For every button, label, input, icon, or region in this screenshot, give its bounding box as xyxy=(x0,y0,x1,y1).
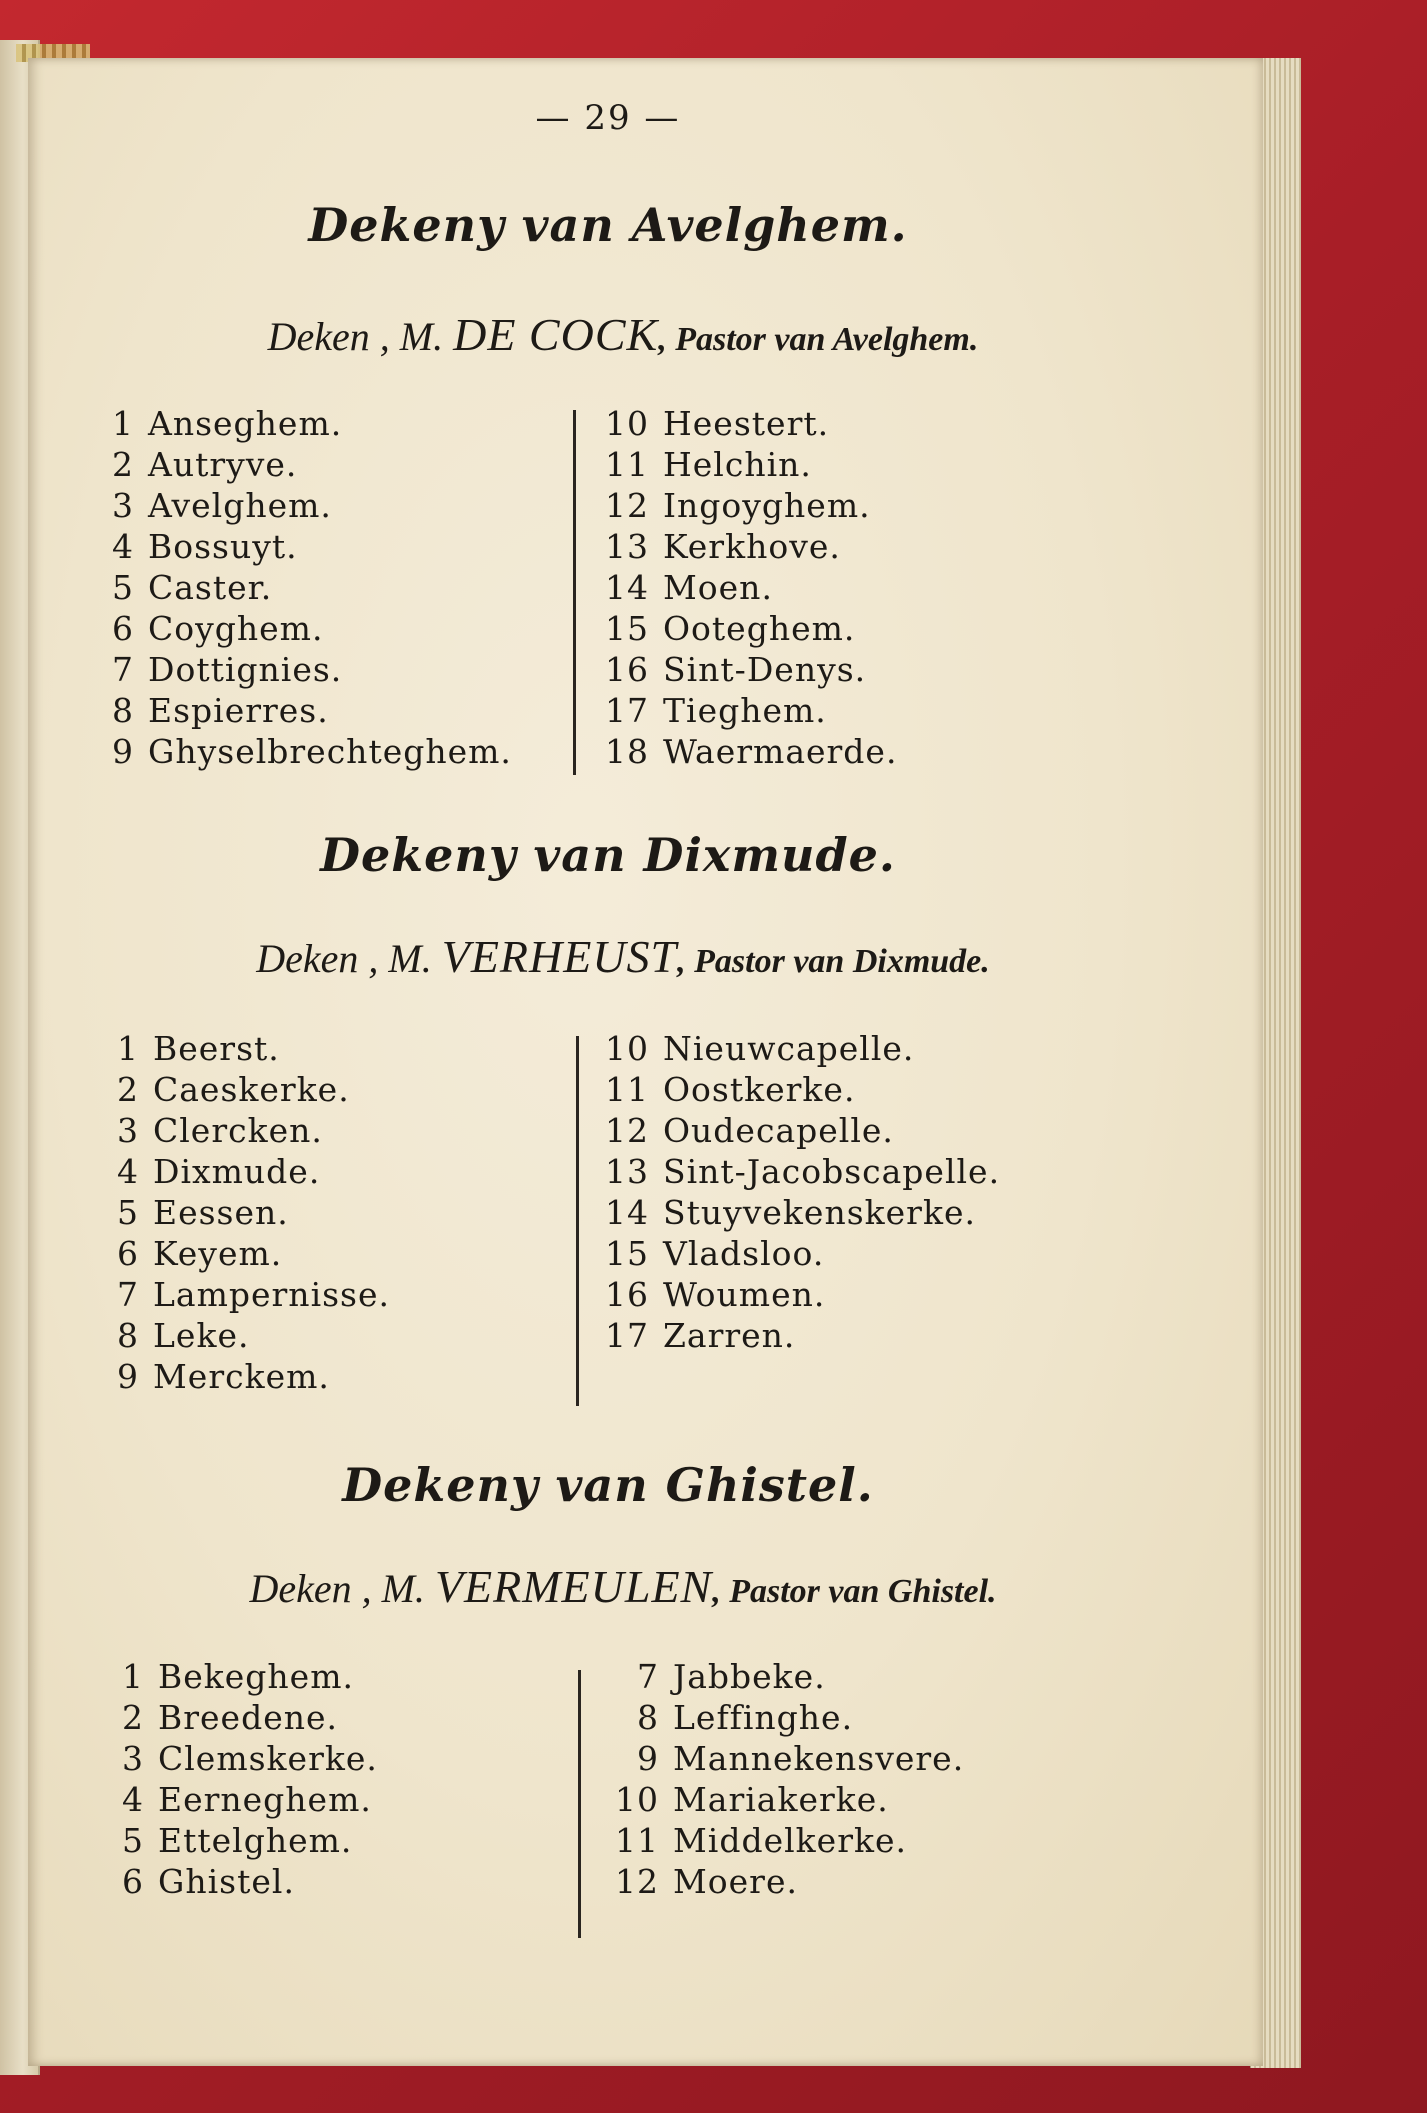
parish-name: Breedene. xyxy=(158,1698,339,1737)
parish-number: 12 xyxy=(605,486,649,525)
parish-item xyxy=(603,1069,1000,1110)
parish-item xyxy=(603,1192,1000,1233)
parish-item xyxy=(603,1315,1000,1356)
parish-name: Anseghem. xyxy=(148,404,343,443)
parish-number: 11 xyxy=(615,1821,659,1860)
column-divider xyxy=(576,1036,579,1406)
parish-name: Moen. xyxy=(663,568,773,607)
parish-name: Autryve. xyxy=(148,445,298,484)
parish-item xyxy=(603,1151,1000,1192)
parish-name: Ettelghem. xyxy=(158,1821,353,1860)
parish-name: Keyem. xyxy=(153,1234,283,1273)
parish-item xyxy=(603,485,897,526)
parish-name: Oostkerke. xyxy=(663,1070,856,1109)
parish-number: 9 xyxy=(117,1357,139,1396)
parish-name: Beerst. xyxy=(153,1029,280,1068)
deken-line-dixmude xyxy=(28,930,1218,983)
parish-name: Mannekensvere. xyxy=(673,1739,965,1778)
parish-item xyxy=(113,1110,390,1151)
parish-name: Moere. xyxy=(673,1862,798,1901)
parish-item xyxy=(113,1192,390,1233)
parish-number: 2 xyxy=(112,445,134,484)
parish-name: Helchin. xyxy=(663,445,812,484)
parish-number: 4 xyxy=(112,527,134,566)
deken-suffix: , Pastor van Dixmude. xyxy=(677,943,990,980)
parish-name: Caeskerke. xyxy=(153,1070,350,1109)
parish-item xyxy=(113,1315,390,1356)
parish-name: Waermaerde. xyxy=(663,732,898,771)
parish-name: Dixmude. xyxy=(153,1152,321,1191)
parish-number: 10 xyxy=(605,404,649,443)
parish-name: Nieuwcapelle. xyxy=(663,1029,915,1068)
parish-number: 15 xyxy=(605,609,649,648)
parish-number: 8 xyxy=(637,1698,659,1737)
parish-number: 5 xyxy=(122,1821,144,1860)
parish-item xyxy=(113,1028,390,1069)
book-page xyxy=(28,58,1263,2066)
parish-number: 6 xyxy=(112,609,134,648)
parish-item xyxy=(108,485,512,526)
parish-item xyxy=(118,1656,378,1697)
parish-item xyxy=(118,1861,378,1902)
parish-number: 4 xyxy=(122,1780,144,1819)
parish-number: 16 xyxy=(605,1275,649,1314)
parish-name: Dottignies. xyxy=(148,650,343,689)
parish-number: 12 xyxy=(615,1862,659,1901)
parish-number: 16 xyxy=(605,650,649,689)
parish-number: 1 xyxy=(122,1657,144,1696)
parish-item xyxy=(603,1274,1000,1315)
parish-name: Middelkerke. xyxy=(673,1821,907,1860)
parish-number: 11 xyxy=(605,445,649,484)
parish-list-left xyxy=(108,403,512,772)
parish-name: Eessen. xyxy=(153,1193,289,1232)
parish-number: 12 xyxy=(605,1111,649,1150)
parish-number: 7 xyxy=(637,1657,659,1696)
parish-item xyxy=(603,731,897,772)
parish-item xyxy=(108,731,512,772)
parish-name: Ooteghem. xyxy=(663,609,856,648)
parish-name: Eerneghem. xyxy=(158,1780,372,1819)
parish-number: 1 xyxy=(117,1029,139,1068)
parish-item xyxy=(108,567,512,608)
deken-suffix: , Pastor van Ghistel. xyxy=(712,1573,997,1610)
parish-number: 14 xyxy=(605,568,649,607)
parish-number: 4 xyxy=(117,1152,139,1191)
deken-m: M. xyxy=(388,936,432,981)
parish-number: 6 xyxy=(122,1862,144,1901)
parish-number: 2 xyxy=(122,1698,144,1737)
parish-list-right xyxy=(603,1028,1000,1356)
parish-name: Tieghem. xyxy=(663,691,827,730)
parish-item xyxy=(108,444,512,485)
deken-name: VERHEUST xyxy=(441,931,678,982)
parish-item xyxy=(603,444,897,485)
parish-item xyxy=(113,1069,390,1110)
parish-name: Mariakerke. xyxy=(673,1780,889,1819)
parish-number: 10 xyxy=(605,1029,649,1068)
parish-item xyxy=(108,649,512,690)
deken-name: DE COCK xyxy=(453,309,659,360)
parish-number: 9 xyxy=(637,1739,659,1778)
parish-number: 18 xyxy=(605,732,649,771)
parish-name: Clemskerke. xyxy=(158,1739,378,1778)
parish-number: 8 xyxy=(112,691,134,730)
section-title-ghistel: Dekeny van Ghistel. xyxy=(342,1458,874,1512)
parish-name: Avelghem. xyxy=(148,486,332,525)
parish-item xyxy=(108,608,512,649)
parish-name: Bekeghem. xyxy=(158,1657,354,1696)
parish-item xyxy=(603,649,897,690)
parish-name: Jabbeke. xyxy=(673,1657,826,1696)
parish-number: 3 xyxy=(117,1111,139,1150)
parish-item xyxy=(613,1779,964,1820)
parish-item xyxy=(613,1861,964,1902)
parish-item xyxy=(603,608,897,649)
parish-item xyxy=(603,690,897,731)
parish-number: 8 xyxy=(117,1316,139,1355)
parish-item xyxy=(113,1151,390,1192)
parish-item xyxy=(603,403,897,444)
parish-name: Lampernisse. xyxy=(153,1275,391,1314)
parish-name: Ingoyghem. xyxy=(663,486,871,525)
parish-name: Sint-Jacobscapelle. xyxy=(663,1152,1001,1191)
deken-prefix: Deken , xyxy=(267,314,390,359)
parish-item xyxy=(118,1820,378,1861)
parish-number: 3 xyxy=(112,486,134,525)
parish-name: Oudecapelle. xyxy=(663,1111,894,1150)
parish-name: Ghistel. xyxy=(158,1862,295,1901)
parish-name: Zarren. xyxy=(663,1316,796,1355)
parish-name: Caster. xyxy=(148,568,273,607)
column-divider xyxy=(573,410,576,775)
parish-item xyxy=(613,1656,964,1697)
parish-number: 17 xyxy=(605,691,649,730)
parish-number: 10 xyxy=(615,1780,659,1819)
parish-number: 13 xyxy=(605,527,649,566)
parish-number: 7 xyxy=(112,650,134,689)
parish-item xyxy=(603,526,897,567)
deken-m: M. xyxy=(399,314,444,359)
parish-list-right xyxy=(613,1656,964,1902)
parish-list-right xyxy=(603,403,897,772)
parish-item xyxy=(113,1356,390,1397)
parish-item xyxy=(603,1028,1000,1069)
deken-line-avelghem xyxy=(28,308,1218,361)
parish-item xyxy=(113,1274,390,1315)
parish-name: Leke. xyxy=(153,1316,250,1355)
parish-name: Ghyselbrechteghem. xyxy=(148,732,512,771)
parish-name: Sint-Denys. xyxy=(663,650,867,689)
section-title-avelghem: Dekeny van Avelghem. xyxy=(308,198,908,252)
parish-name: Vladsloo. xyxy=(663,1234,825,1273)
parish-number: 14 xyxy=(605,1193,649,1232)
parish-number: 2 xyxy=(117,1070,139,1109)
parish-item xyxy=(108,690,512,731)
deken-name: VERMEULEN xyxy=(434,1561,713,1612)
parish-item xyxy=(118,1738,378,1779)
section-title-dixmude: Dekeny van Dixmude. xyxy=(320,828,896,882)
deken-m: M. xyxy=(381,1566,425,1611)
parish-name: Stuyvekenskerke. xyxy=(663,1193,976,1232)
parish-item xyxy=(603,567,897,608)
parish-name: Bossuyt. xyxy=(148,527,298,566)
column-divider xyxy=(578,1670,581,1938)
parish-item xyxy=(613,1697,964,1738)
parish-number: 6 xyxy=(117,1234,139,1273)
parish-number: 17 xyxy=(605,1316,649,1355)
parish-name: Merckem. xyxy=(153,1357,330,1396)
deken-line-ghistel xyxy=(28,1560,1218,1613)
parish-item xyxy=(613,1738,964,1779)
parish-item xyxy=(108,403,512,444)
parish-number: 15 xyxy=(605,1234,649,1273)
parish-name: Clercken. xyxy=(153,1111,323,1150)
parish-item xyxy=(108,526,512,567)
deken-prefix: Deken , xyxy=(256,936,379,981)
parish-name: Leffinghe. xyxy=(673,1698,854,1737)
parish-list-left xyxy=(113,1028,390,1397)
parish-name: Woumen. xyxy=(663,1275,826,1314)
parish-item xyxy=(603,1233,1000,1274)
parish-item xyxy=(613,1820,964,1861)
parish-number: 13 xyxy=(605,1152,649,1191)
parish-name: Coyghem. xyxy=(148,609,324,648)
parish-number: 1 xyxy=(112,404,134,443)
parish-item xyxy=(118,1697,378,1738)
parish-number: 11 xyxy=(605,1070,649,1109)
parish-item xyxy=(118,1779,378,1820)
deken-prefix: Deken , xyxy=(249,1566,372,1611)
parish-number: 3 xyxy=(122,1739,144,1778)
parish-number: 5 xyxy=(112,568,134,607)
parish-name: Kerkhove. xyxy=(663,527,841,566)
parish-number: 9 xyxy=(112,732,134,771)
parish-item xyxy=(113,1233,390,1274)
parish-name: Heestert. xyxy=(663,404,830,443)
page-number: — 29 — xyxy=(535,98,681,138)
parish-number: 5 xyxy=(117,1193,139,1232)
parish-item xyxy=(603,1110,1000,1151)
deken-suffix: , Pastor van Avelghem. xyxy=(658,321,979,358)
parish-name: Espierres. xyxy=(148,691,329,730)
parish-number: 7 xyxy=(117,1275,139,1314)
parish-list-left xyxy=(118,1656,378,1902)
